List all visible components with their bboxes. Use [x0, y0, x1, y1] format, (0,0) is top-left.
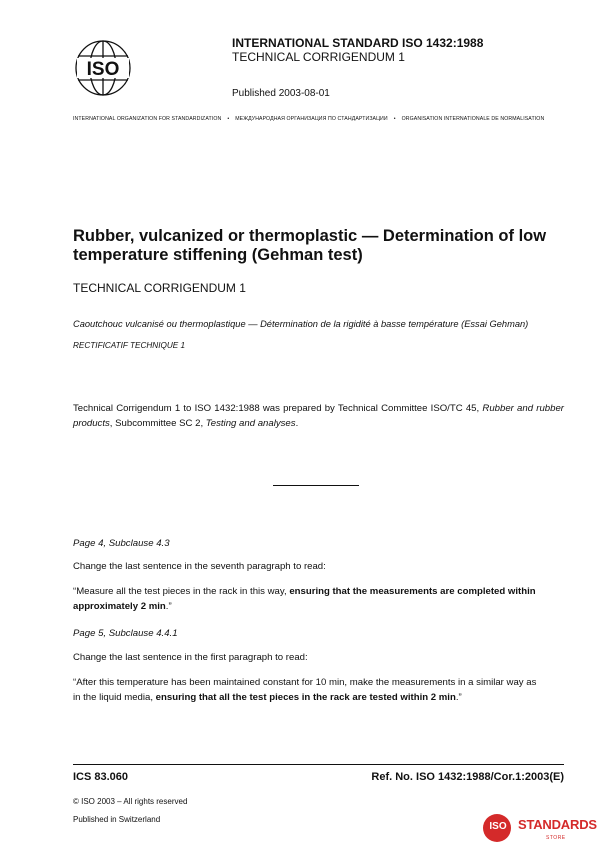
- bullet-separator: •: [393, 116, 396, 122]
- divider: [273, 485, 359, 486]
- intro-text: , Subcommittee SC 2,: [109, 418, 206, 429]
- reference-number: Ref. No. ISO 1432:1988/Cor.1:2003(E): [371, 771, 564, 783]
- store-brand: STANDARDS: [518, 817, 597, 832]
- org-name-fr: ORGANISATION INTERNATIONALE DE NORMALISATION: [401, 116, 545, 122]
- iso-logo: [73, 39, 133, 97]
- title-line: Rubber, vulcanized or thermoplastic — Determination of low: [73, 227, 547, 245]
- change-heading: Page 4, Subclause 4.3: [73, 538, 170, 549]
- footer-rule: [73, 764, 564, 765]
- quote-text: in the liquid media,: [73, 692, 156, 703]
- iso-logo-text: ISO: [86, 59, 120, 80]
- intro-paragraph: [73, 401, 564, 431]
- quote-text: .”: [455, 692, 462, 703]
- standard-number: INTERNATIONAL STANDARD ISO 1432:1988: [232, 36, 484, 50]
- ics-code: ICS 83.060: [73, 771, 129, 783]
- change-instruction: Change the last sentence in the first paragraph to read:: [73, 652, 308, 663]
- replacement-text: [73, 675, 564, 705]
- quote-text: .”: [165, 601, 172, 612]
- org-name-ru: МЕЖДУНАРОДНАЯ ОРГАНИЗАЦИЯ ПО СТАНДАРТИЗАЦИИ: [235, 116, 388, 122]
- published-in: Published in Switzerland: [73, 815, 161, 824]
- quote-text: “Measure all the test pieces in the rack in this way,: [73, 586, 290, 597]
- quote-emphasis: approximately 2 min: [73, 601, 166, 612]
- replacement-text: [73, 584, 564, 614]
- intro-text: .: [295, 418, 299, 429]
- copyright-notice: © ISO 2003 – All rights reserved: [73, 797, 188, 806]
- title-line: temperature stiffening (Gehman test): [73, 246, 363, 264]
- document-title: [73, 227, 553, 265]
- org-name-en: INTERNATIONAL ORGANIZATION FOR STANDARDIZATION: [73, 116, 222, 122]
- technical-corrigendum-heading: TECHNICAL CORRIGENDUM 1: [73, 281, 246, 295]
- corrigendum-label: TECHNICAL CORRIGENDUM 1: [232, 50, 405, 64]
- change-heading: Page 5, Subclause 4.4.1: [73, 628, 178, 639]
- standards-store-watermark: [482, 812, 597, 844]
- subcommittee-name: Testing and analyses: [205, 418, 296, 429]
- store-logo-text: ISO: [489, 821, 507, 832]
- french-corrigendum: RECTIFICATIF TECHNIQUE 1: [73, 341, 186, 350]
- intro-text: Technical Corrigendum 1 to ISO 1432:1988 was prepared by Technical Committee ISO/TC 45,: [73, 403, 483, 414]
- committee-name: Rubber and rubber products: [73, 403, 564, 429]
- store-brand-sub: STORE: [546, 835, 566, 841]
- bullet-separator: •: [227, 116, 230, 122]
- change-instruction: Change the last sentence in the seventh paragraph to read:: [73, 561, 326, 572]
- publication-date: Published 2003-08-01: [232, 88, 330, 99]
- french-title: Caoutchouc vulcanisé ou thermoplastique — Détermination de la rigidité à basse température (Essai Gehman): [73, 319, 529, 329]
- quote-emphasis: ensuring that all the test pieces in the rack are tested within 2 min: [155, 692, 456, 703]
- organization-names: [73, 116, 544, 122]
- quote-text: “After this temperature has been maintained constant for 10 min, make the measurements in a similar way as: [73, 677, 537, 688]
- quote-emphasis: ensuring that the measurements are completed within: [289, 586, 536, 597]
